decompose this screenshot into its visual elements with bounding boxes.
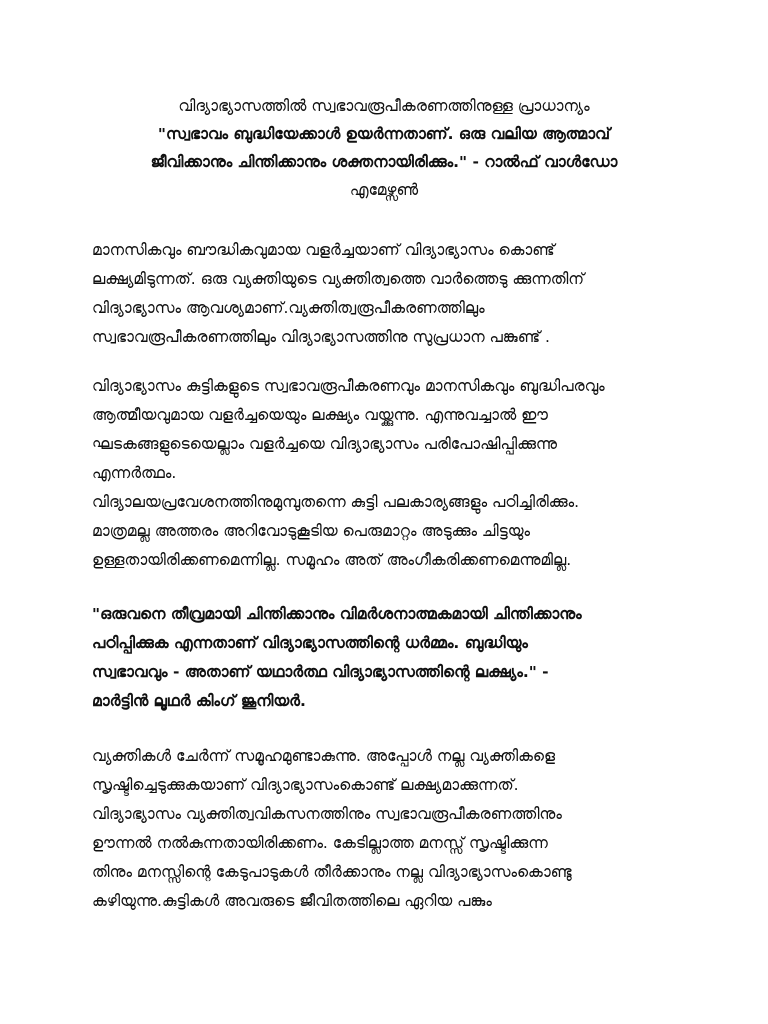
essay-title: വിദ്യാഭ്യാസത്തിൽ സ്വഭാവരൂപീകരണത്തിനുള്ള പ്രാധാന്യം: [178, 97, 590, 115]
title-quote-line: ജീവിക്കാനും ചിന്തിക്കാനും ശക്തനായിരിക്കും." - റാൽഫ് വാൾഡോ: [150, 153, 618, 171]
paragraph-4: [92, 742, 702, 916]
text-line: ഉള്ളതായിരിക്കണമെന്നില്ല. സമൂഹം അത് അംഗീകരിക്കണമെന്നുമില്ല.: [92, 551, 572, 569]
paragraph-2: [92, 372, 702, 575]
quote-author: മാർട്ടിൻ ലൂഥർ കിംഗ് ജൂനിയർ.: [92, 692, 306, 710]
title-quote-line: "സ്വഭാവം ബുദ്ധിയേക്കാൾ ഉയർന്നതാണ്. ഒരു വലിയ ആത്മാവ്: [157, 125, 611, 143]
text-line: മാനസികവും ബൗദ്ധികവുമായ വളർച്ചയാണ് വിദ്യാഭ്യാസം കൊണ്ട്: [92, 241, 555, 259]
text-line: വിദ്യാഭ്യാസം ആവശ്യമാണ്.വ്യക്തിത്വരൂപീകരണത്തിലും: [92, 299, 485, 317]
text-line: ആത്മീയവുമായ വളർച്ചയെയും ലക്ഷ്യം വയ്ക്കുന്നു. എന്നുവച്ചാൽ ഈ: [92, 406, 548, 424]
text-line: ഘടകങ്ങളുടെയെല്ലാം വളർച്ചയെ വിദ്യാഭ്യാസം പരിപോഷിപ്പിക്കുന്നു: [92, 435, 558, 453]
text-line: വിദ്യാലയപ്രവേശനത്തിനുമുമ്പുതന്നെ കുട്ടി പലകാര്യങ്ങളും പഠിച്ചിരിക്കും.: [92, 493, 580, 511]
text-line: തിനും മനസ്സിന്റെ കേടുപാടുകൾ തീർക്കാനും നല്ല വിദ്യാഭ്യാസംകൊണ്ടു: [92, 863, 572, 881]
text-line: കഴിയുന്നു.കുട്ടികൾ അവരുടെ ജീവിതത്തിലെ ഏറിയ പങ്കും: [92, 892, 492, 910]
text-line: വിദ്യാഭ്യാസം കുട്ടികളുടെ സ്വഭാവരൂപീകരണവും മാനസികവും ബുദ്ധിപരവും: [92, 377, 605, 395]
text-line: സ്വഭാവരൂപീകരണത്തിലും വിദ്യാഭ്യാസത്തിനു സുപ്രധാന പങ്കുണ്ട് .: [92, 328, 550, 346]
quote-line: സ്വഭാവവും - അതാണ് യഥാർത്ഥ വിദ്യാഭ്യാസത്തിന്റെ ലക്ഷ്യം." -: [92, 663, 549, 681]
text-line: വിദ്യാഭ്യാസം വ്യക്തിത്വവികസനത്തിനും സ്വഭാവരൂപീകരണത്തിനും: [92, 805, 562, 823]
paragraph-1: [92, 236, 702, 352]
text-line: ലക്ഷ്യമിടുന്നത്. ഒരു വ്യക്തിയുടെ വ്യക്തിത്വത്തെ വാർത്തെടു ക്കുന്നതിന്: [92, 270, 585, 288]
text-line: സൃഷ്ടിച്ചെടുക്കുകയാണ് വിദ്യാഭ്യാസംകൊണ്ട് ലക്ഷ്യമാക്കുന്നത്.: [92, 776, 519, 794]
essay-title-block: [100, 92, 668, 204]
quote-line: പഠിപ്പിക്കുക എന്നതാണ് വിദ്യാഭ്യാസത്തിന്റെ ധർമ്മം. ബുദ്ധിയും: [92, 634, 528, 652]
quote-line: "ഒരുവനെ തീവ്രമായി ചിന്തിക്കാനും വിമർശനാത്മകമായി ചിന്തിക്കാനും: [92, 605, 582, 623]
text-line: മാത്രമല്ല അത്തരം അറിവോടുകൂടിയ പെരുമാറ്റം അടുക്കും ചിട്ടയും: [92, 522, 531, 540]
text-line: വ്യക്തികൾ ചേർന്ന് സമൂഹമുണ്ടാകുന്നു. അപ്പോൾ നല്ല വ്യക്തികളെ: [92, 747, 556, 765]
text-line: ഊന്നൽ നൽകുന്നതായിരിക്കണം. കേടില്ലാത്ത മനസ്സ് സൃഷ്ടിക്കുന്ന: [92, 834, 548, 852]
paragraph-3-quote: [92, 600, 702, 716]
title-quote-author: എമേഴ്സൺ: [349, 181, 419, 199]
text-line: എന്നർത്ഥം.: [92, 464, 177, 482]
